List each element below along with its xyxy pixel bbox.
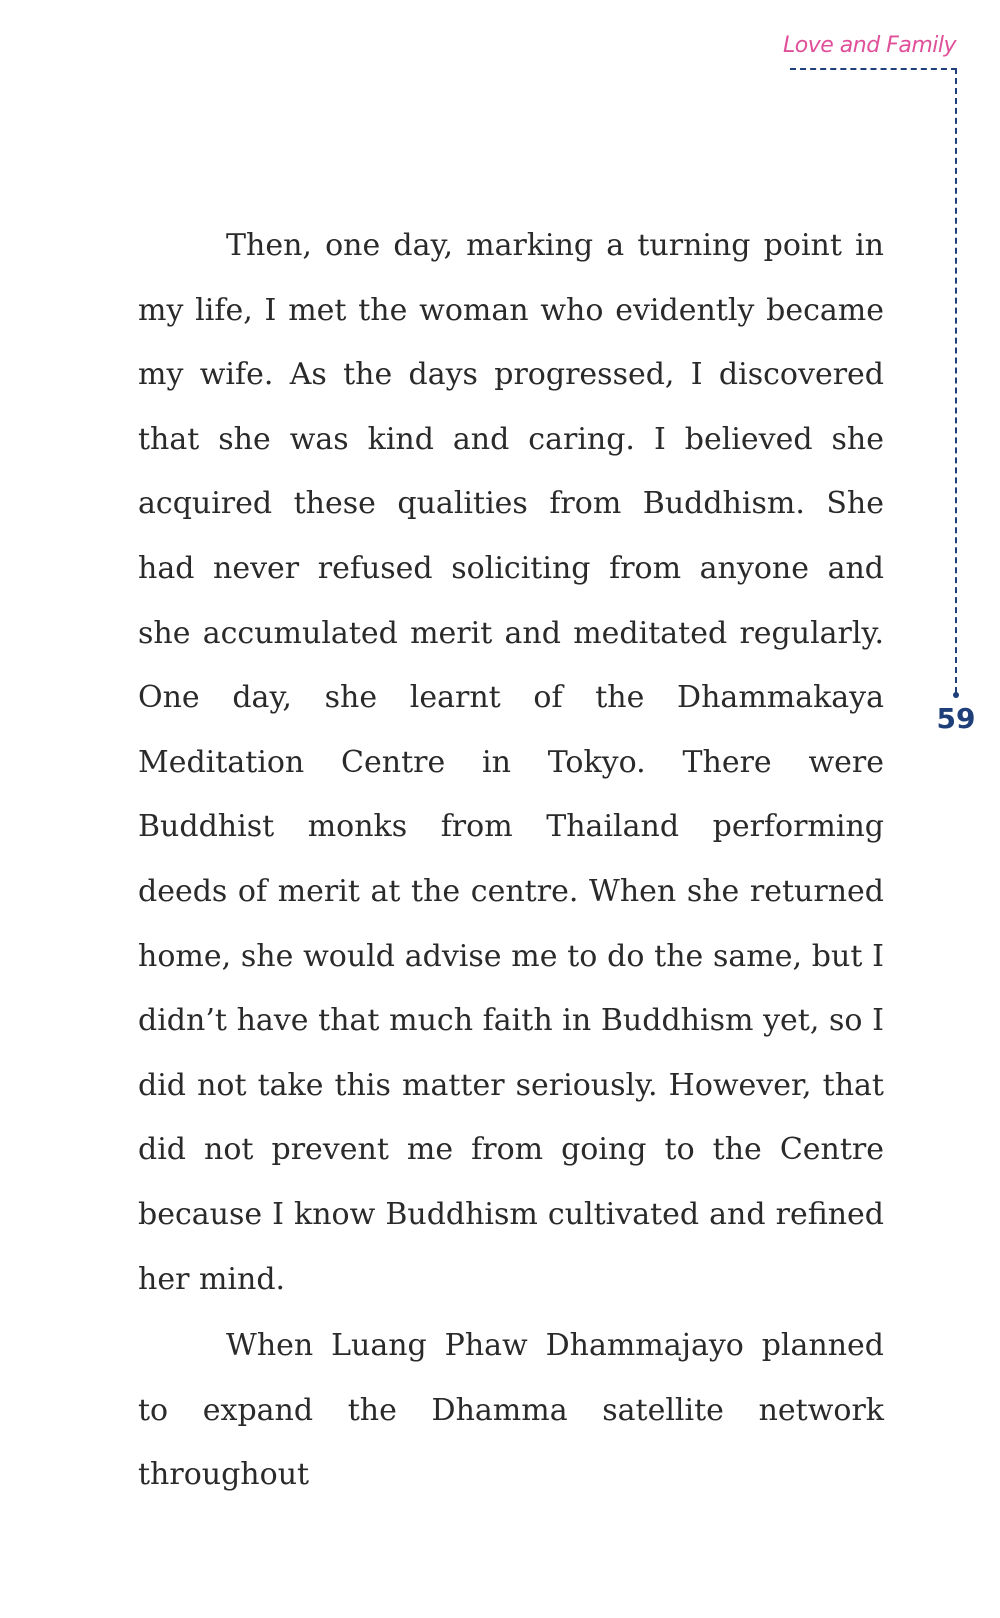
header-dashed-rule <box>790 68 957 70</box>
page-number: 59 <box>936 702 976 735</box>
page-number-dot <box>953 692 959 698</box>
margin-dashed-rule <box>955 68 957 693</box>
running-header-title: Love and Family <box>783 33 956 58</box>
body-paragraph-2: When Luang Phaw Dhammajayo planned to expand the Dhamma satellite network throughout <box>138 1328 884 1493</box>
body-paragraph-1: Then, one day, marking a turning point in my life, I met the woman who evidently became my wife. As the days progressed, I discovered that she was kind and caring. I believed she acquired these qualities from Buddhism. She had never refused soliciting from anyone and she accumulated merit and meditated regularly. One day, she learnt of the Dhammakaya Meditation Centre in Tokyo. There were Buddhist monks from Thailand performing deeds of merit at the centre. When she returned home, she would advise me to do the same, but I didn’t have that much faith in Buddhism yet, so I did not take this matter seriously. However, that did not prevent me from going to the Centre because I know Buddhism cultivated and refined her mind. <box>138 228 884 1297</box>
